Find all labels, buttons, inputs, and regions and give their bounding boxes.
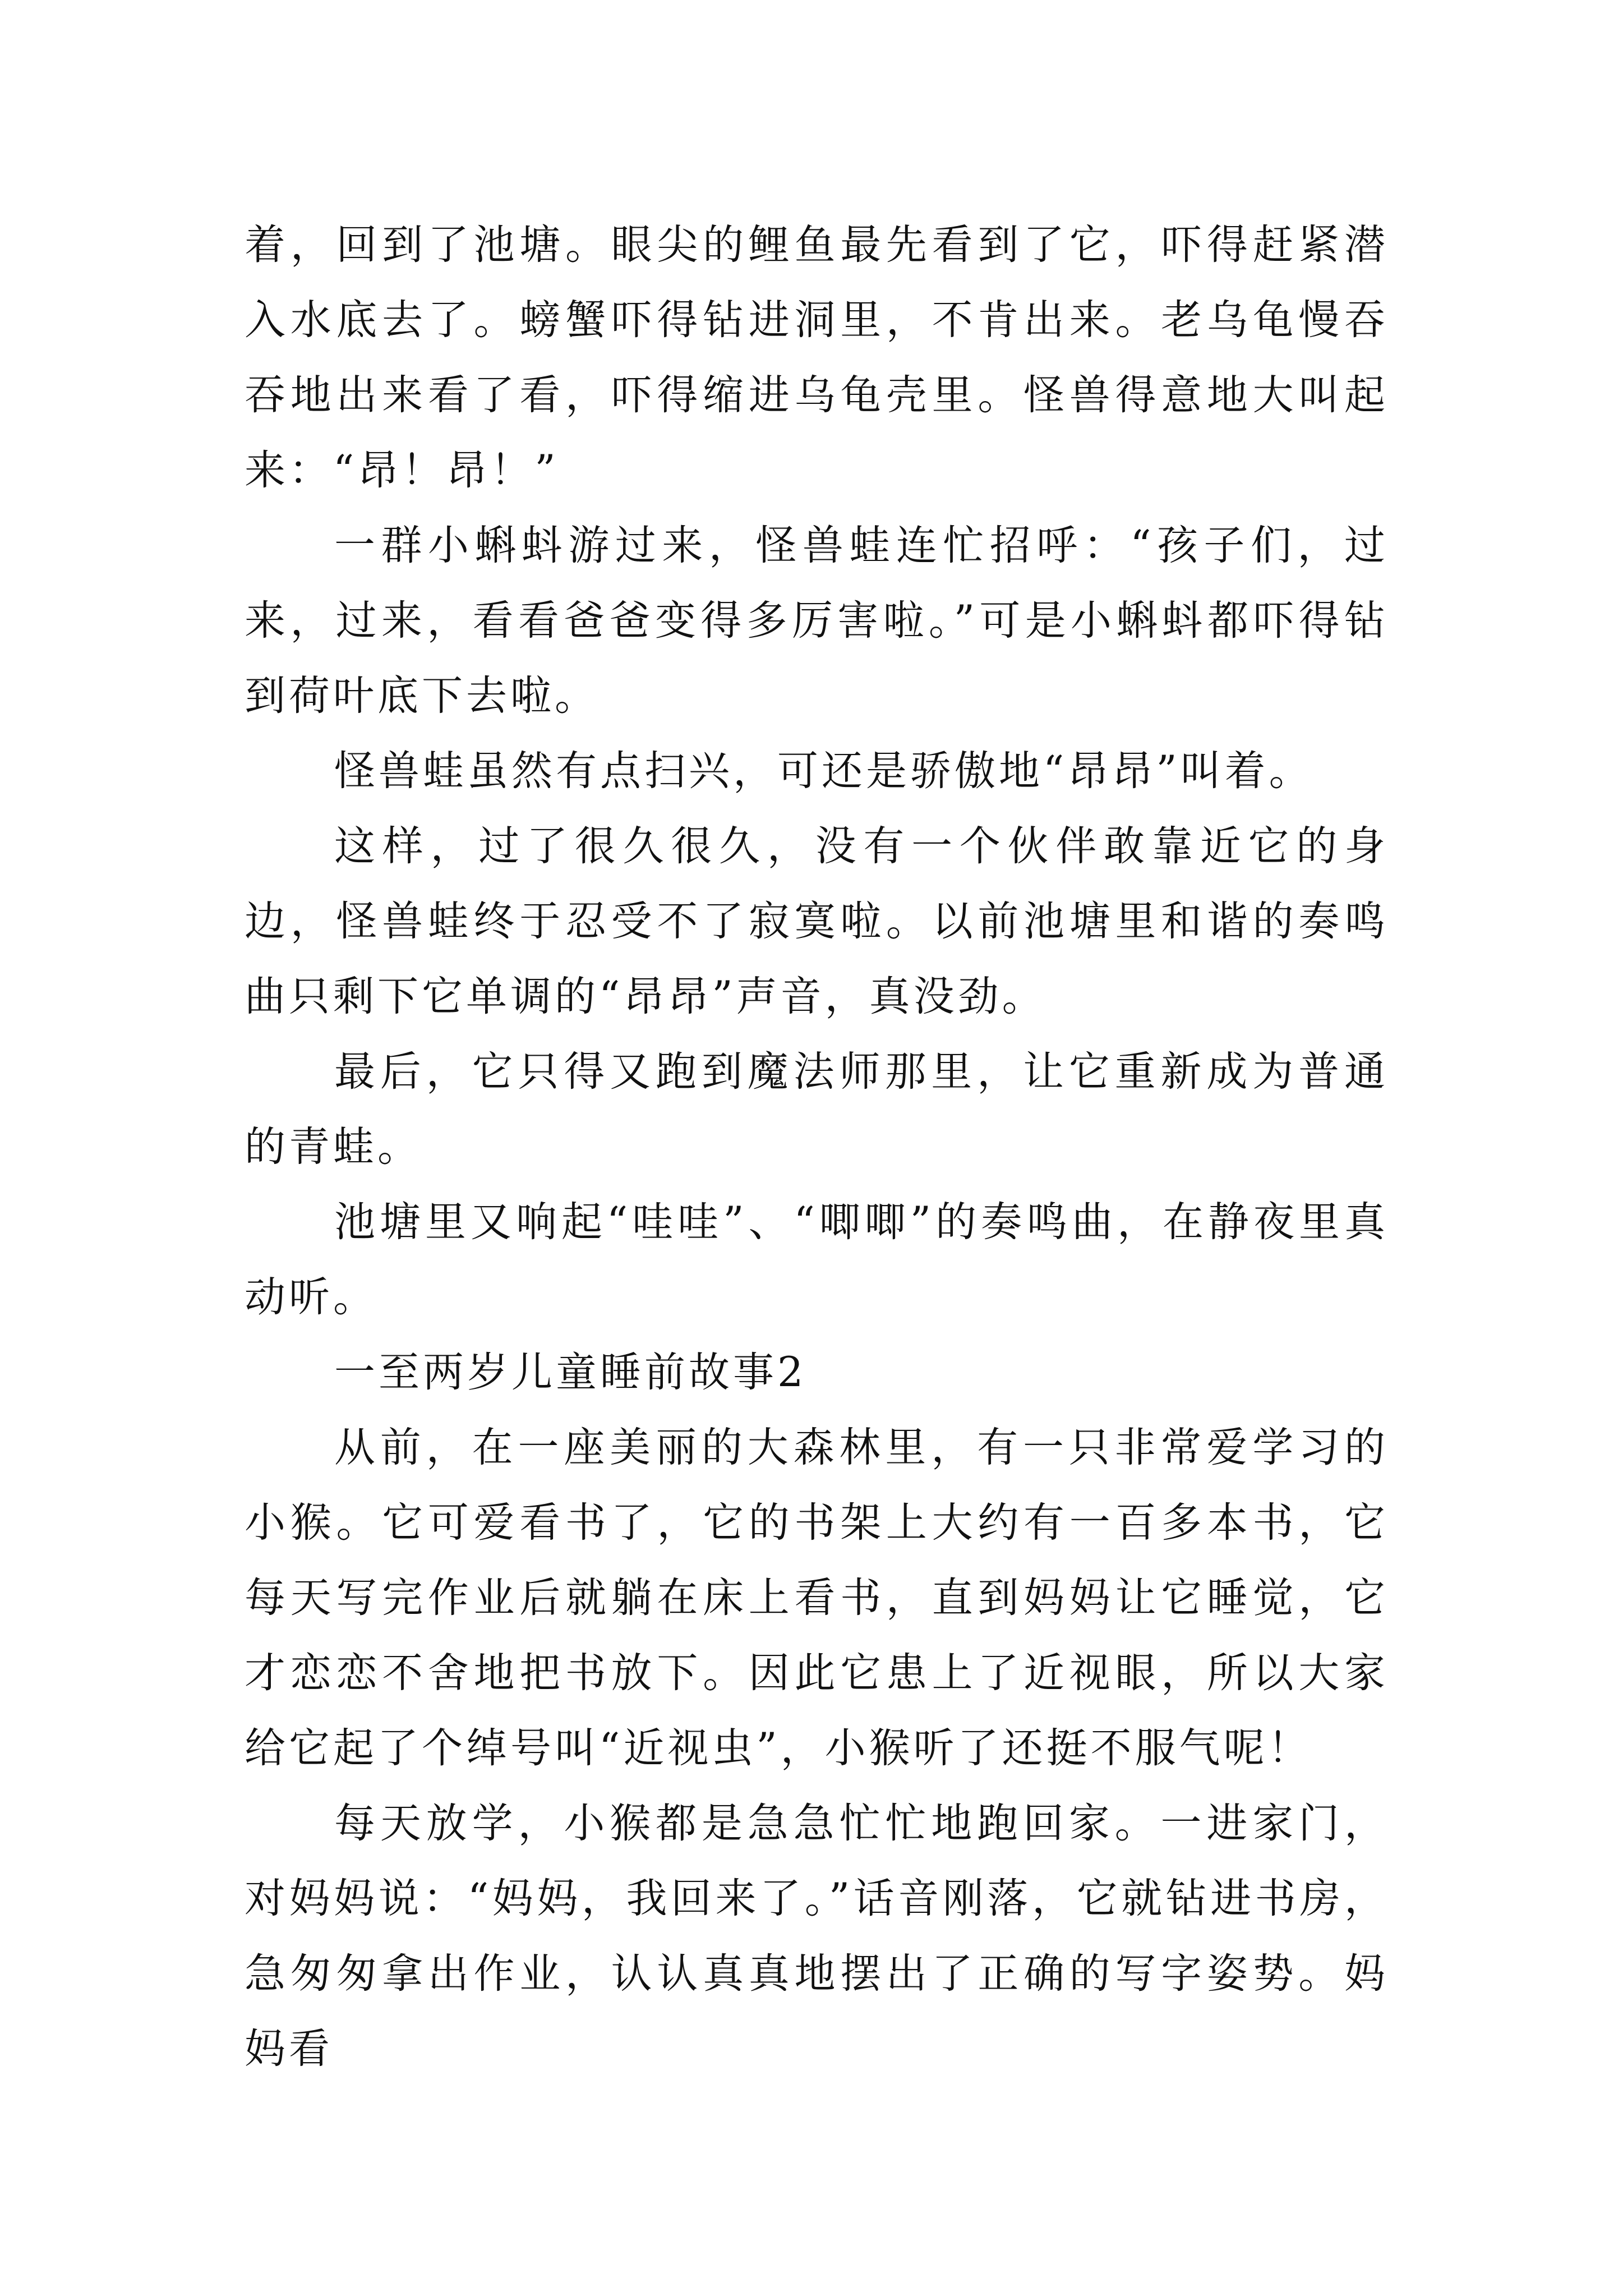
paragraph-7: 从前，在一座美丽的大森林里，有一只非常爱学习的小猴。它可爱看书了，它的书架上大约有一百多本书，它每天写完作业后就躺在床上看书，直到妈妈让它睡觉，它才恋恋不舍地把书放下。因此它患上了近视眼，所以大家给它起了个绰号叫“近视虫”，小猴听了还挺不服气呢！ xyxy=(245,1424,1389,1772)
paragraph-6: 池塘里又响起“哇哇”、“唧唧”的奏鸣曲，在静夜里真动听。 xyxy=(245,1198,1389,1321)
paragraph-3: 怪兽蛙虽然有点扫兴，可还是骄傲地“昂昂”叫着。 xyxy=(334,747,1313,795)
section-heading: 一至两岁儿童睡前故事2 xyxy=(334,1349,807,1396)
paragraph-5: 最后，它只得又跑到魔法师那里，让它重新成为普通的青蛙。 xyxy=(245,1048,1389,1171)
paragraph-4: 这样，过了很久很久，没有一个伙伴敢靠近它的身边，怪兽蛙终于忍受不了寂寞啦。以前池塘里和谐的奏鸣曲只剩下它单调的“昂昂”声音，真没劲。 xyxy=(245,822,1389,1020)
paragraph-2: 一群小蝌蚪游过来，怪兽蛙连忙招呼：“孩子们，过来，过来，看看爸爸变得多厉害啦。”可是小蝌蚪都吓得钻到荷叶底下去啦。 xyxy=(245,522,1389,720)
paragraph-8: 每天放学，小猴都是急急忙忙地跑回家。一进家门，对妈妈说：“妈妈，我回来了。”话音刚落，它就钻进书房，急匆匆拿出作业，认认真真地摆出了正确的写字姿势。妈妈看 xyxy=(245,1800,1389,2073)
paragraph-1: 着，回到了池塘。眼尖的鲤鱼最先看到了它，吓得赶紧潜入水底去了。螃蟹吓得钻进洞里，不肯出来。老乌龟慢吞吞地出来看了看，吓得缩进乌龟壳里。怪兽得意地大叫起来：“昂！昂！” xyxy=(245,221,1389,494)
document-body xyxy=(245,208,1389,2087)
